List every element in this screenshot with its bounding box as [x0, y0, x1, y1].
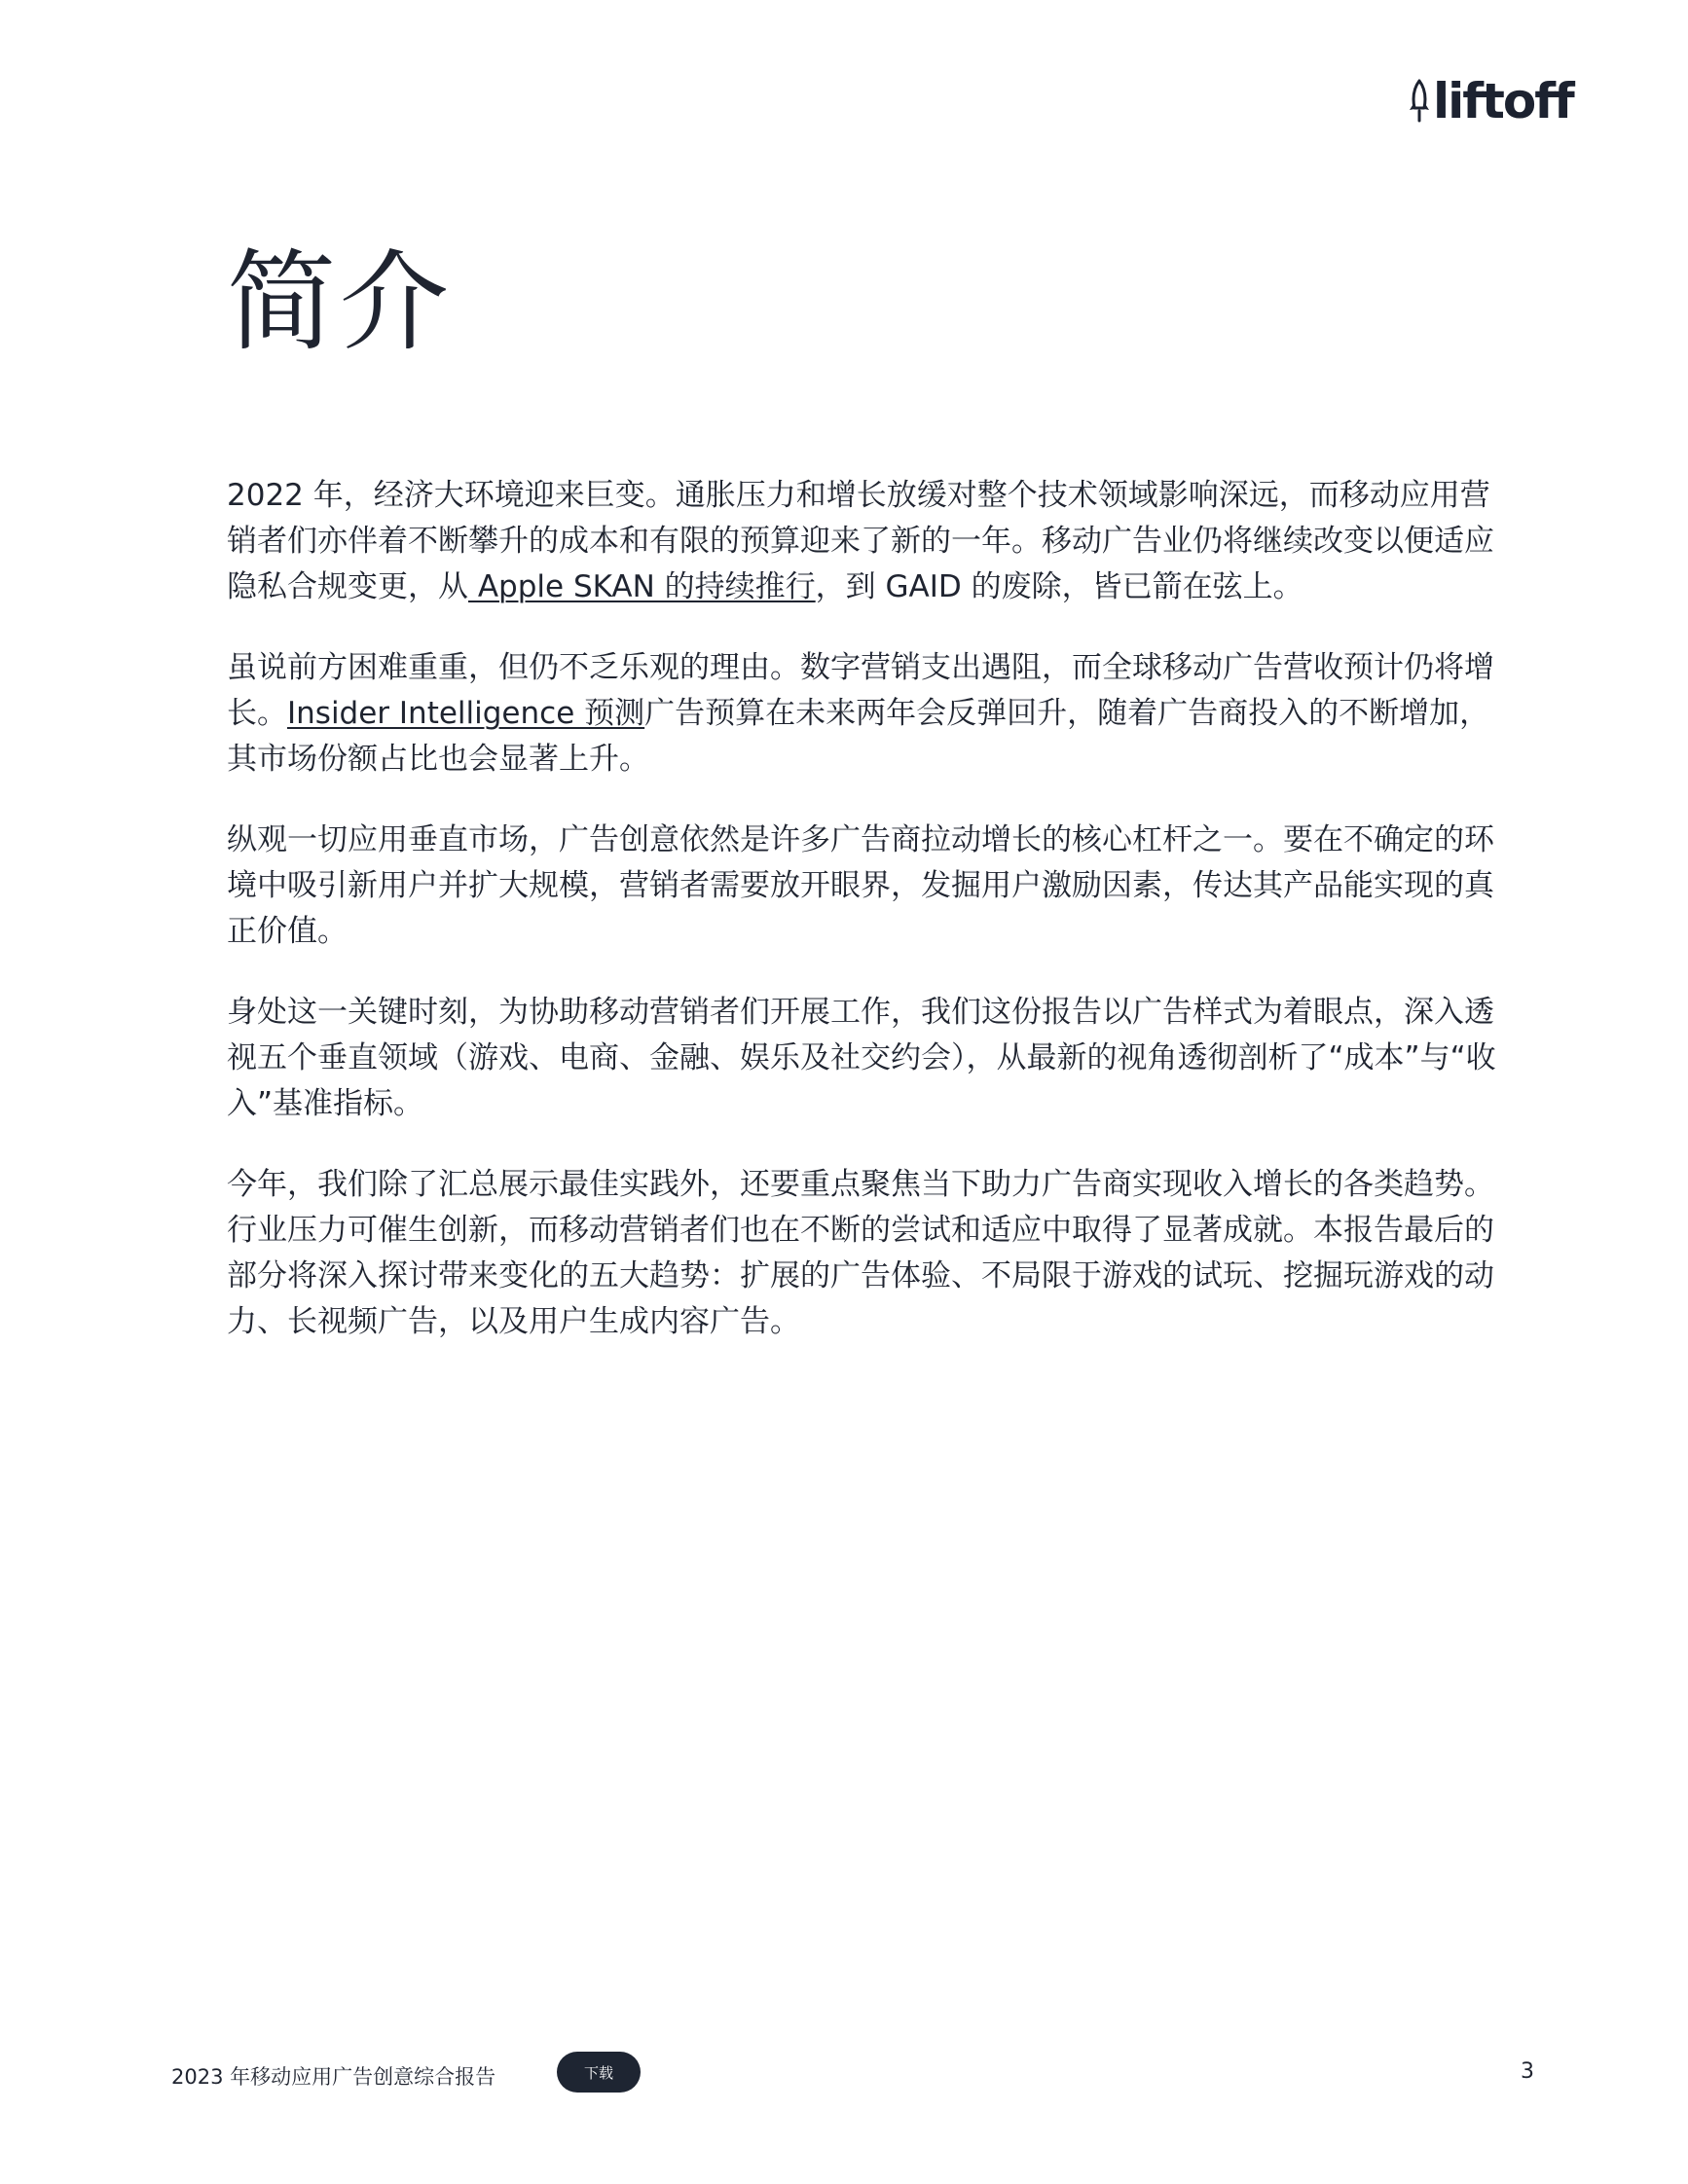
intro-paragraph-1: [227, 473, 1502, 610]
intro-paragraph-5: 今年，我们除了汇总展示最佳实践外，还要重点聚焦当下助力广告商实现收入增长的各类趋势。行业压力可催生创新，而移动营销者们也在不断的尝试和适应中取得了显著成就。本报告最后的部分将深入探讨带来变化的五大趋势：扩展的广告体验、不局限于游戏的试玩、挖掘玩游戏的动力、长视频广告，以及用户生成内容广告。: [227, 1167, 1494, 1339]
download-button[interactable]: 下载: [557, 2052, 641, 2093]
intro-paragraph-2: [227, 645, 1502, 783]
intro-paragraph-3: 纵观一切应用垂直市场，广告创意依然是许多广告商拉动增长的核心杠杆之一。要在不确定的环境中吸引新用户并扩大规模，营销者需要放开眼界，发掘用户激励因素，传达其产品能实现的真正价值。: [227, 822, 1494, 949]
apple-skan-link[interactable]: Apple SKAN 的持续推行: [468, 569, 816, 604]
page-footer: [171, 2052, 1534, 2100]
page-number: 3: [1521, 2059, 1534, 2084]
intro-paragraph-4: 身处这一关键时刻，为协助移动营销者们开展工作，我们这份报告以广告样式为着眼点，深入透视五个垂直领域（游戏、电商、金融、娱乐及社交约会），从最新的视角透彻剖析了“成本”与“收入”基准指标。: [227, 995, 1496, 1121]
insider-intelligence-link[interactable]: Insider Intelligence 预测: [287, 696, 645, 731]
report-title: 2023 年移动应用广告创意综合报告: [171, 2065, 496, 2089]
rocket-icon: [1408, 79, 1431, 124]
paragraph-text: 2022 年，经济大环境迎来巨变。通胀压力和增长放缓对整个技术领域影响深远，而移动应用营销者们亦伴着不断攀升的成本和有限的预算迎来了新的一年。移动广告业仍将继续改变以便适应隐私合规变更，从: [227, 478, 1494, 604]
paragraph-text: 虽说前方困难重重，但仍不乏乐观的理由。数字营销支出遇阻，而全球移动广告营收预计仍将增长。: [227, 650, 1494, 731]
paragraph-text: 广告预算在未来两年会反弹回升，随着广告商投入的不断增加，其市场份额占比也会显著上升。: [227, 696, 1490, 777]
page-title: 简介: [227, 239, 453, 366]
intro-body: [227, 473, 1502, 1380]
logo-text: liftoff: [1433, 73, 1573, 129]
liftoff-logo[interactable]: [1408, 72, 1583, 130]
paragraph-text: ，到 GAID 的废除，皆已箭在弦上。: [815, 569, 1303, 604]
